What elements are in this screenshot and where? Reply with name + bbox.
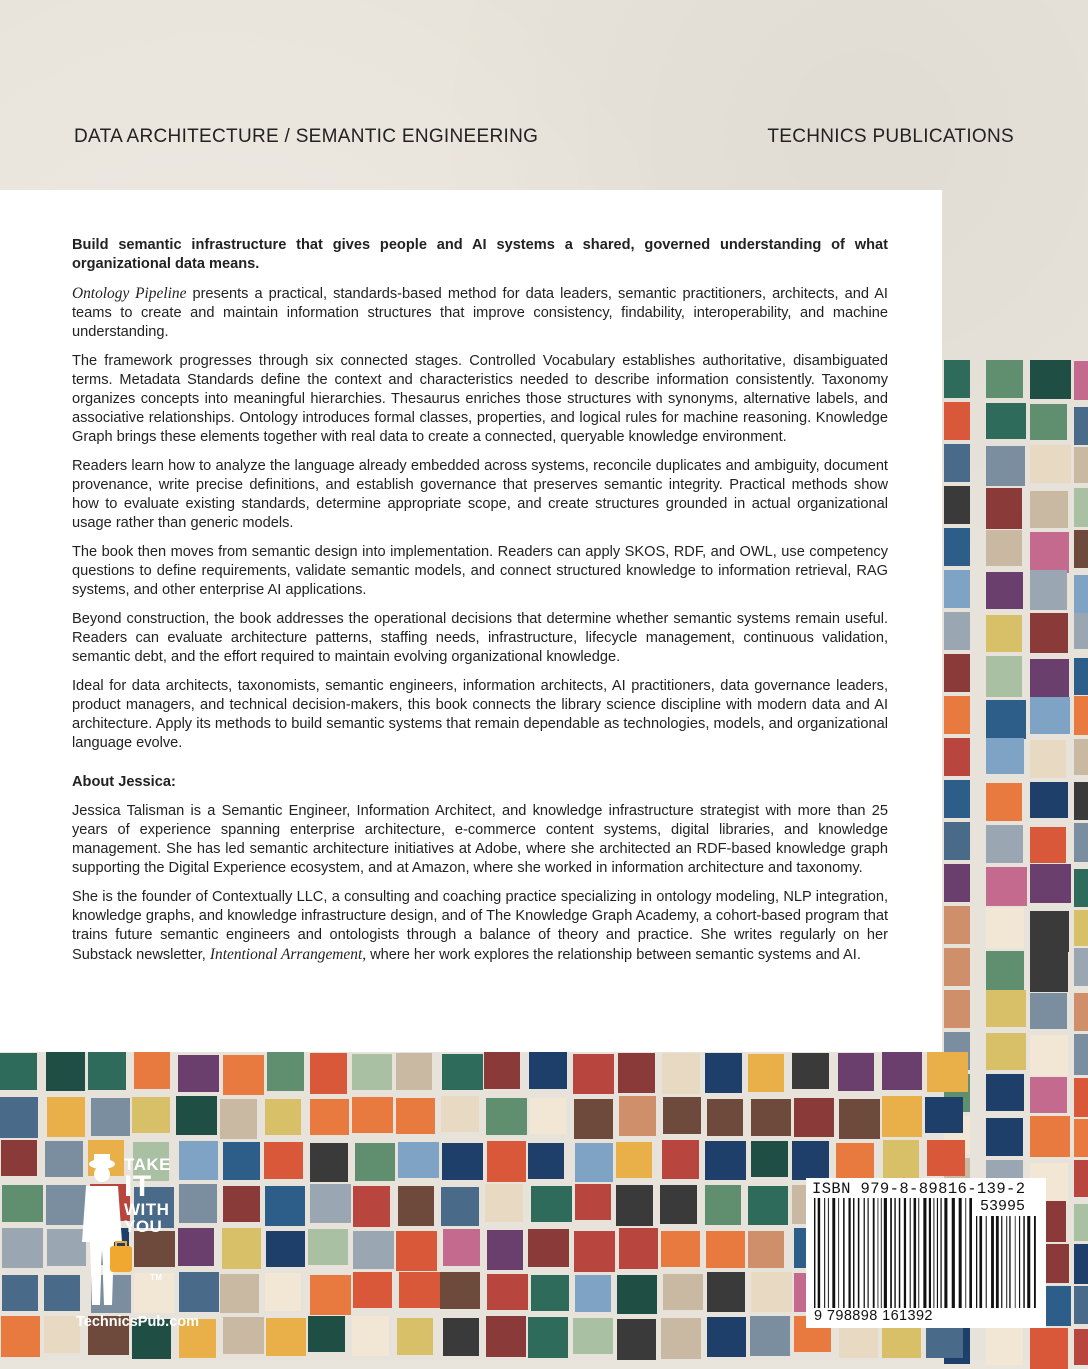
color-tile [44,1316,80,1353]
paragraph-intro-text: presents a practical, standards-based method for data leaders, semantic practitioners, architects, and AI teams to create and maintain information structures that improve consistency, findability, interoperability, and machine understanding. [72,286,888,340]
color-tile [442,1143,483,1180]
color-tile [663,1097,701,1134]
color-tile [484,1052,520,1089]
barcode-bar [914,1198,917,1308]
barcode-bar [986,1216,987,1308]
color-tile [264,1142,303,1179]
barcode-bar [940,1198,941,1308]
color-tile [1,1316,40,1357]
barcode-bar [952,1198,955,1308]
color-tile [176,1096,217,1135]
color-tile [944,402,970,440]
color-tile [0,1053,37,1090]
color-tile [662,1053,700,1094]
color-tile [1074,1119,1088,1157]
color-tile [1074,1244,1088,1284]
color-tile [1030,993,1067,1029]
color-tile [487,1141,526,1182]
color-tile [1074,613,1088,649]
color-tile [223,1055,264,1095]
barcode-bar [878,1198,879,1308]
color-tile [944,696,970,734]
barcode-bar [868,1198,869,1308]
color-tile [1074,530,1088,568]
color-tile [748,1054,784,1092]
color-tile [486,1098,527,1135]
color-tile [88,1052,126,1090]
color-tile [352,1316,389,1356]
color-tile [986,446,1025,486]
color-tile [265,1186,305,1226]
color-tile [944,444,970,482]
barcode-bar [853,1198,854,1308]
color-tile [1030,445,1071,483]
color-tile [707,1099,743,1136]
barcode-bar [843,1198,845,1308]
color-tile [310,1184,351,1223]
color-tile [663,1274,703,1310]
barcode-bar [873,1198,875,1308]
category-label: DATA ARCHITECTURE / SEMANTIC ENGINEERING [74,126,539,147]
color-tile [660,1185,697,1224]
color-tile [1074,910,1088,946]
color-tile [352,1097,393,1133]
color-tile [355,1143,395,1181]
barcode-bar [937,1198,938,1308]
color-tile [707,1272,745,1312]
color-tile [47,1097,85,1137]
barcode-bar [1019,1216,1020,1308]
color-tile [1074,993,1088,1031]
color-tile [132,1097,170,1133]
color-tile [944,738,970,776]
barcode-bar [1034,1216,1036,1308]
color-tile [944,990,970,1028]
about-paragraph-2-text-b: where her work explores the relationship between semantic systems and AI. [366,947,861,963]
color-tile [944,654,970,692]
about-heading: About Jessica: [72,774,176,790]
color-tile [944,570,970,608]
color-tile [883,1140,919,1181]
barcode-bar [959,1198,962,1308]
barcode-bar [910,1198,911,1308]
color-tile [2,1275,38,1311]
barcode-bar [838,1198,839,1308]
color-tile [661,1231,700,1267]
barcode-bar [814,1198,815,1308]
color-tile [528,1143,564,1179]
color-tile [986,530,1022,566]
color-tile [1030,1035,1068,1075]
color-tile [265,1273,301,1311]
barcode-bar [933,1198,934,1308]
color-tile [575,1143,613,1182]
color-tile [1030,360,1071,399]
color-tile [1074,407,1088,445]
color-tile [986,403,1026,439]
book-title: Ontology Pipeline [72,285,187,302]
color-tile [91,1098,130,1136]
barcode-bar [991,1216,994,1308]
barcode-bar [996,1216,999,1308]
color-tile [443,1318,479,1356]
color-tile [705,1053,742,1093]
color-tile [1074,823,1088,862]
price-code: 53995 [980,1198,1026,1215]
logo-line-you: YOU [124,1217,163,1236]
color-tile [836,1143,874,1181]
color-tile [223,1186,260,1222]
barcode-bar [976,1216,977,1308]
color-tile [267,1052,304,1091]
publisher-name: TECHNICS PUBLICATIONS [767,126,1014,147]
color-tile [1030,659,1069,697]
color-tile [399,1272,440,1308]
barcode-bar [884,1198,887,1308]
color-tile [986,990,1026,1027]
logo-wordmark [124,1156,171,1286]
color-tile [944,360,970,398]
color-tile [748,1231,784,1268]
barcode-bar [923,1198,926,1308]
color-tile [310,1099,349,1135]
color-tile [748,1186,788,1225]
color-tile [1074,739,1088,775]
color-tile [531,1186,572,1222]
color-tile [986,867,1027,906]
color-tile [661,1318,701,1359]
color-tile [1074,658,1088,695]
logo-line-it: IT [124,1170,152,1203]
color-tile [178,1055,219,1092]
color-tile [310,1053,347,1094]
color-tile [266,1231,305,1267]
color-tile [662,1140,699,1179]
logo-line-with: WITH [124,1200,170,1219]
barcode-bar [864,1198,865,1308]
color-tile [1030,782,1068,818]
ean-number: 9 798898 161392 [814,1308,933,1324]
color-tile [944,864,970,902]
color-tile [529,1052,567,1089]
barcode-bar [1015,1216,1016,1308]
barcode-bar [832,1198,835,1308]
color-tile [308,1316,345,1352]
barcode-bar [969,1198,972,1308]
paragraph-framework: The framework progresses through six connected stages. Controlled Vocabulary establishes authoritative, disambiguated terms. Metadata Standards define the context and characteristics needed to describe information consistently. Taxonomy organizes concepts into meaningful hierarchies. Thesaurus enriches those structures with synonyms, alternative labels, and associative relationships. Ontology introduces formal classes, properties, and logical rules for machine reasoning. Knowledge Graph brings these elements together with real data to create a connected, queryable knowledge environment. [72,353,888,445]
barcode-bar [881,1198,882,1308]
color-tile [986,360,1023,398]
barcode-bar [899,1198,901,1308]
color-tile [574,1099,613,1139]
color-tile [618,1053,655,1093]
color-tile [944,906,970,944]
color-tile [986,951,1024,991]
color-tile [574,1231,615,1272]
logo-trademark: TM [150,1273,163,1282]
color-tile [573,1318,613,1354]
color-tile [1,1140,37,1176]
color-tile [839,1099,880,1139]
color-tile [1074,1286,1088,1324]
color-tile [1030,1116,1070,1157]
color-tile [487,1230,523,1270]
color-tile [882,1052,922,1090]
color-tile [396,1053,432,1090]
color-tile [986,656,1022,697]
color-tile [575,1275,611,1312]
color-tile [619,1228,658,1269]
barcode-bar [858,1198,860,1308]
price-barcode [974,1216,1040,1308]
paragraph-audience: Ideal for data architects, taxonomists, semantic engineers, information architects, AI practitioners, data governance leaders, product managers, and technical decision-makers, this book connects the library science discipline with modern data and AI architecture. Apply its methods to build semantic systems that remain dependable as technologies, models, and organizational language evolve. [72,678,888,751]
color-tile [944,486,970,524]
color-tile [792,1141,829,1180]
paragraph-intro [72,284,888,342]
color-tile [220,1274,259,1313]
color-tile [927,1052,968,1092]
color-tile [986,825,1023,863]
color-tile [944,822,970,860]
color-tile [1030,404,1067,440]
color-tile [986,700,1026,739]
color-tile [1074,1034,1088,1075]
color-tile [705,1141,746,1180]
barcode-bar [979,1216,982,1308]
barcode-bar [1009,1216,1010,1308]
color-tile [617,1275,657,1314]
color-tile [1074,869,1088,907]
barcode-bar [929,1198,931,1308]
barcode-bar [890,1198,892,1308]
color-tile [530,1098,566,1134]
color-tile [1030,491,1068,528]
barcode-bar [828,1198,829,1308]
color-tile [838,1053,874,1091]
color-tile [443,1229,480,1266]
color-tile [1030,740,1066,778]
color-tile [1074,782,1088,820]
color-tile [986,1328,1023,1365]
color-tile [308,1229,348,1265]
color-tile [944,612,970,650]
color-tile [986,615,1022,652]
color-tile [398,1142,439,1178]
color-tile [750,1316,790,1356]
color-tile [573,1054,614,1094]
color-tile [986,1074,1024,1111]
color-tile [486,1316,526,1357]
about-paragraph-1: Jessica Talisman is a Semantic Engineer, Information Architect, and knowledge infrastructure strategist with more than 25 years of experience spanning enterprise architecture, e-commerce content systems, digital libraries, and knowledge management. She has led semantic architecture initiatives at Adobe, where she architected an RDF-based knowledge graph supporting the Digital Experience ecosystem, and at Amazon, where she worked in information architecture and taxonomy. [72,803,888,876]
color-tile [440,1272,480,1309]
color-tile [616,1142,652,1178]
color-tile [396,1098,435,1134]
color-tile [1030,1328,1068,1369]
color-tile [441,1096,479,1132]
color-tile [751,1141,788,1177]
color-tile [2,1185,43,1222]
color-tile [616,1185,653,1226]
color-tile [1074,575,1088,616]
color-tile [353,1186,390,1227]
color-tile [1030,911,1069,952]
color-tile [266,1318,306,1356]
barcode-bar [944,1198,947,1308]
color-tile [353,1272,392,1308]
logo-line-take: TAKE [124,1155,172,1174]
color-tile [1074,1160,1088,1197]
color-tile [927,1140,965,1176]
color-tile [310,1143,348,1182]
color-tile [986,908,1024,948]
color-tile [487,1274,528,1310]
color-tile [528,1229,569,1267]
barcode-bar [904,1198,906,1308]
barcode-bar [824,1198,825,1308]
color-tile [944,948,970,986]
color-tile [1074,1078,1088,1117]
color-tile [1030,864,1071,903]
color-tile [1074,1204,1088,1241]
color-tile [441,1187,479,1226]
color-tile [986,1118,1023,1156]
ean-barcode [812,1198,972,1308]
color-tile [352,1054,392,1090]
paragraph-operations: Beyond construction, the book addresses the operational decisions that determine whether semantic systems remain useful. Readers can evaluate architecture patterns, staffing needs, infrastructure, lifecycle management, continuous validation, semantic debt, and the effort required to maintain evolving organizational knowledge. [72,611,888,665]
paragraph-implementation: The book then moves from semantic design into implementation. Readers can apply SKOS, RDF, and OWL, use competency questions to define requirements, validate semantic models, and connect structured knowledge to information retrieval, RAG systems, and other enterprise AI applications. [72,544,888,598]
color-tile [46,1052,85,1091]
color-tile [397,1318,433,1355]
color-tile [1030,1077,1067,1113]
color-tile [705,1185,741,1225]
color-tile [1074,488,1088,527]
color-tile [794,1098,834,1137]
barcode-bar [918,1198,919,1308]
color-tile [531,1275,569,1311]
color-tile [986,783,1022,821]
color-tile [353,1231,394,1269]
paragraph-readers: Readers learn how to analyze the language already embedded across systems, reconcile duplicates and ambiguity, document provenance, write precise definitions, and establish governance that preserves semantic integrity. Practical methods show how to evaluate existing standards, determine appropriate scope, and create structures grounded in actual organizational usage rather than generic models. [72,458,888,531]
color-tile [1030,570,1067,610]
color-tile [265,1099,301,1135]
color-tile [220,1099,257,1139]
barcode-bar [848,1198,850,1308]
color-tile [223,1142,260,1180]
color-tile [223,1317,264,1354]
barcode-bar [818,1198,820,1308]
color-tile [485,1184,523,1222]
color-tile [986,1033,1026,1070]
color-tile [925,1097,963,1133]
color-tile [986,572,1023,609]
color-tile [2,1228,43,1268]
color-tile [882,1096,922,1137]
color-tile [1030,613,1068,653]
color-tile [706,1231,745,1268]
color-tile [792,1053,829,1089]
color-tile [986,488,1022,529]
color-tile [751,1099,791,1136]
isbn-text: ISBN 979-8-89816-139-2 [812,1180,1026,1198]
color-tile [707,1317,746,1357]
color-tile [134,1052,170,1089]
barcode-bar [1027,1216,1030,1308]
color-tile [396,1231,437,1271]
color-tile [222,1228,261,1269]
color-tile [619,1096,656,1136]
barcode-bar [1006,1216,1007,1308]
barcode-bar [1001,1216,1002,1308]
color-tile [1030,951,1068,992]
newsletter-title: Intentional Arrangement, [209,946,367,963]
color-tile [1074,948,1088,986]
back-cover-text [72,236,888,975]
barcode-bar [1023,1216,1024,1308]
color-tile [617,1319,656,1360]
color-tile [310,1275,351,1315]
barcode-bar [894,1198,895,1308]
color-tile [751,1272,792,1312]
color-tile [398,1186,434,1226]
color-tile [986,738,1024,774]
website-url[interactable]: TechnicsPub.com [76,1314,200,1330]
color-tile [528,1317,568,1358]
color-tile [1074,361,1088,400]
color-tile [1074,696,1088,735]
color-tile [1030,532,1069,573]
color-tile [1030,697,1070,734]
color-tile [442,1054,483,1090]
lead-statement: Build semantic infrastructure that gives people and AI systems a shared, governed understanding of what organizational data means. [72,237,888,272]
color-tile [944,528,970,566]
about-paragraph-2 [72,888,888,965]
about-paragraph-2-text-a: She is the founder of Contextually LLC, a consulting and coaching practice specializing in ontology modeling, NLP integration, knowledge graphs, and knowledge infrastructure design, and of The Knowledge Graph Academy, a cohort-based program that trains future semantic engineers and ontologists through a balance of theory and practice. She writes regularly on her Substack newsletter, [72,889,888,963]
color-tile [1030,827,1066,863]
color-tile [1074,447,1088,483]
barcode-bar [965,1198,966,1308]
color-tile [0,1097,38,1138]
color-tile [944,780,970,818]
color-tile [575,1184,611,1220]
